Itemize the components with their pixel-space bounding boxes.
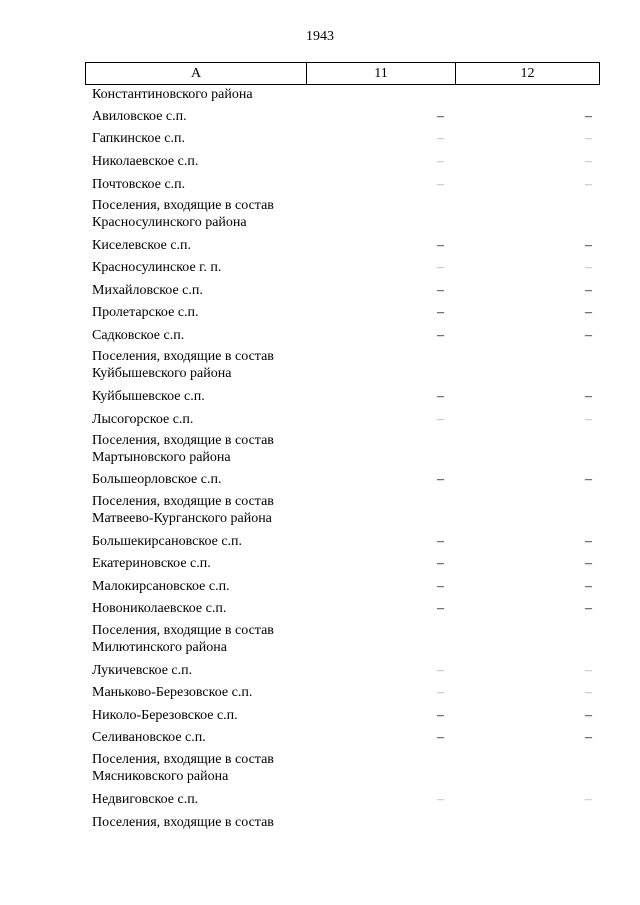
row-name: Михайловское с.п. <box>92 283 203 298</box>
row-name: Поселения, входящие в состав <box>92 815 274 830</box>
row-name: Маньково-Березовское с.п. <box>92 685 253 700</box>
row-name: Поселения, входящие в состав Милютинского района <box>92 623 274 655</box>
row-name: Авиловское с.п. <box>92 109 187 124</box>
row-value-col-11: – <box>437 131 444 146</box>
row-value-col-12: – <box>585 328 592 343</box>
row-value-col-11: – <box>437 472 444 487</box>
row-name: Красносулинское г. п. <box>92 260 222 275</box>
row-value-col-11: – <box>437 283 444 298</box>
row-value-col-11: – <box>437 109 444 124</box>
row-value-col-12: – <box>585 389 592 404</box>
row-name: Лысогорское с.п. <box>92 412 194 427</box>
row-value-col-11: – <box>437 412 444 427</box>
row-name: Николо-Березовское с.п. <box>92 708 238 723</box>
row-name: Киселевское с.п. <box>92 238 192 253</box>
row-value-col-12: – <box>585 730 592 745</box>
row-value-col-12: – <box>585 601 592 616</box>
row-name: Николаевское с.п. <box>92 154 199 169</box>
row-name: Малокирсановское с.п. <box>92 579 230 594</box>
row-name: Селивановское с.п. <box>92 730 206 745</box>
row-value-col-11: – <box>437 556 444 571</box>
row-name: Поселения, входящие в состав Мясниковского района <box>92 752 274 784</box>
row-value-col-12: – <box>585 792 592 807</box>
row-value-col-11: – <box>437 328 444 343</box>
row-name: Большеорловское с.п. <box>92 472 222 487</box>
row-name: Пролетарское с.п. <box>92 305 199 320</box>
row-value-col-11: – <box>437 708 444 723</box>
row-value-col-11: – <box>437 663 444 678</box>
row-value-col-12: – <box>585 260 592 275</box>
row-value-col-11: – <box>437 305 444 320</box>
row-name: Большекирсановское с.п. <box>92 534 243 549</box>
row-value-col-12: – <box>585 305 592 320</box>
row-value-col-11: – <box>437 238 444 253</box>
row-name: Куйбышевское с.п. <box>92 389 205 404</box>
row-value-col-12: – <box>585 131 592 146</box>
row-value-col-12: – <box>585 663 592 678</box>
row-value-col-12: – <box>585 283 592 298</box>
row-value-col-12: – <box>585 708 592 723</box>
row-value-col-11: – <box>437 534 444 549</box>
row-value-col-12: – <box>585 579 592 594</box>
row-name: Гапкинское с.п. <box>92 131 185 146</box>
row-value-col-12: – <box>585 109 592 124</box>
row-name: Новониколаевское с.п. <box>92 601 227 616</box>
row-value-col-12: – <box>585 412 592 427</box>
row-value-col-12: – <box>585 534 592 549</box>
row-value-col-11: – <box>437 579 444 594</box>
header-col-a: А <box>86 63 307 84</box>
row-name: Екатериновское с.п. <box>92 556 211 571</box>
row-value-col-11: – <box>437 685 444 700</box>
row-value-col-11: – <box>437 792 444 807</box>
page-number: 1943 <box>306 29 334 44</box>
row-value-col-12: – <box>585 556 592 571</box>
row-name: Недвиговское с.п. <box>92 792 199 807</box>
row-value-col-12: – <box>585 154 592 169</box>
row-value-col-12: – <box>585 472 592 487</box>
row-value-col-12: – <box>585 177 592 192</box>
row-name: Поселения, входящие в состав Куйбышевского района <box>92 349 274 381</box>
header-col-11: 11 <box>307 63 456 84</box>
row-value-col-11: – <box>437 154 444 169</box>
row-value-col-11: – <box>437 730 444 745</box>
row-name: Почтовское с.п. <box>92 177 186 192</box>
row-name: Поселения, входящие в состав Красносулинского района <box>92 198 274 230</box>
row-value-col-12: – <box>585 685 592 700</box>
row-value-col-11: – <box>437 177 444 192</box>
row-value-col-11: – <box>437 601 444 616</box>
row-name: Садковское с.п. <box>92 328 185 343</box>
header-col-12: 12 <box>520 66 535 81</box>
row-value-col-11: – <box>437 389 444 404</box>
row-value-col-12: – <box>585 238 592 253</box>
row-name: Поселения, входящие в состав Мартыновского района <box>92 433 274 465</box>
row-name: Лукичевское с.п. <box>92 663 193 678</box>
row-name: Поселения, входящие в состав Матвеево-Курганского района <box>92 494 274 526</box>
row-value-col-11: – <box>437 260 444 275</box>
row-name: Константиновского района <box>92 87 253 102</box>
